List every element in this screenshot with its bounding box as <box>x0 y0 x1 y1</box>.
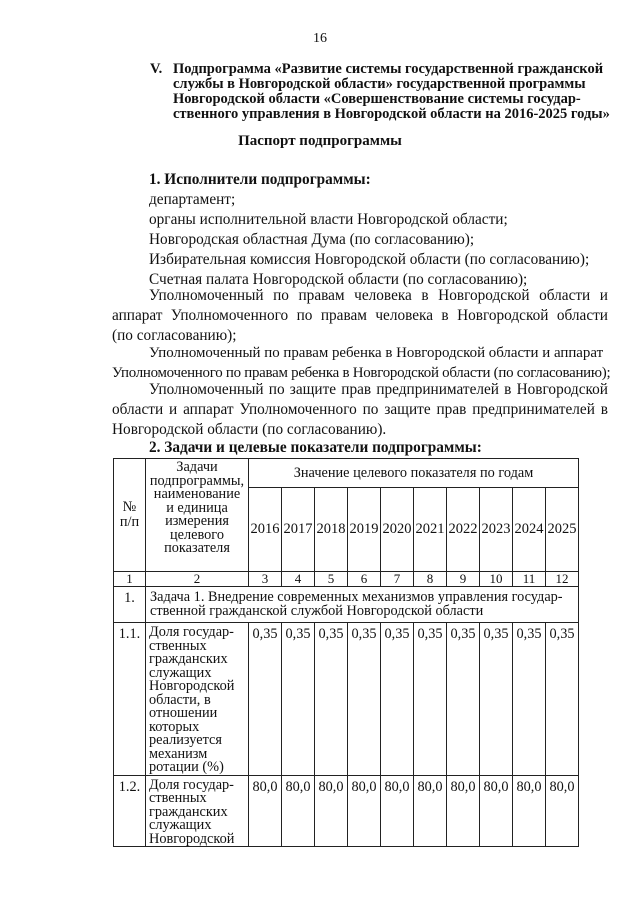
header-name-line: и единица <box>166 499 228 516</box>
column-index: 1 <box>114 572 146 587</box>
header-number-cell <box>114 459 146 572</box>
task-number: 1. <box>114 587 146 623</box>
section-1 <box>112 170 608 290</box>
task-line: Задача 1. Внедрение современных механизмов управления государ- <box>150 589 563 605</box>
value-cell: 0,35 <box>315 623 348 776</box>
indicator-name-line: ственных <box>149 790 207 806</box>
page-number: 16 <box>313 31 327 46</box>
subprogram-heading <box>150 62 610 122</box>
header-year: 2017 <box>282 488 315 572</box>
indicator-name-line: Доля государ- <box>149 624 234 640</box>
indicator-name-line: Новгородской <box>149 830 235 847</box>
indicator-name-line: служащих <box>149 817 212 833</box>
indicator-name-line: механизм <box>149 745 208 762</box>
executor-item: департамент; <box>149 191 236 208</box>
indicator-name-line: ственных <box>149 637 207 654</box>
value-cell: 0,35 <box>546 623 579 776</box>
header-name-line: подпрограммы, <box>149 472 245 489</box>
paragraph-line: области и аппарат Уполномоченного по защите прав предпринимателей в <box>112 401 608 418</box>
indicator-name-line: реализуется <box>149 732 222 748</box>
header-num-line: № <box>122 499 137 515</box>
column-index: 6 <box>348 572 381 587</box>
heading-line: Новгородской области «Совершенствование системы государ- <box>173 91 581 107</box>
indicator-name-line: области, в <box>149 691 211 708</box>
header-name-line: измерения <box>165 513 229 529</box>
value-cell: 0,35 <box>348 623 381 776</box>
value-cell: 0,35 <box>249 623 282 776</box>
value-cell: 80,0 <box>249 775 282 847</box>
header-year: 2024 <box>513 488 546 572</box>
value-cell: 80,0 <box>282 775 315 847</box>
executor-paragraph-3 <box>112 380 608 440</box>
column-index: 8 <box>414 572 447 587</box>
row-number: 1.2. <box>114 775 146 847</box>
indicator-name-line: ротации (%) <box>149 759 224 775</box>
value-cell: 0,35 <box>381 623 414 776</box>
column-index: 7 <box>381 572 414 587</box>
target-indicators-table <box>113 458 579 847</box>
value-cell: 80,0 <box>513 775 546 847</box>
executor-paragraph-1 <box>112 286 608 346</box>
column-index: 11 <box>513 572 546 587</box>
heading-line: службы в Новгородской области» государственной программы <box>173 76 586 92</box>
value-cell: 80,0 <box>381 775 414 847</box>
row-number: 1.1. <box>114 623 146 776</box>
paragraph-line: (по согласованию); <box>112 327 237 344</box>
value-cell: 0,35 <box>513 623 546 776</box>
value-cell: 80,0 <box>348 775 381 847</box>
header-name-line: наименование <box>153 486 241 502</box>
section-2 <box>112 438 608 458</box>
value-cell: 80,0 <box>546 775 579 847</box>
indicator-name <box>146 623 249 776</box>
paragraph-line: Уполномоченный по защите прав предпринимателей в Новгородской <box>149 381 608 398</box>
indicator-name-line: Новгородской <box>149 678 235 694</box>
indicator-name-line: Доля государ- <box>149 776 234 793</box>
executor-item: Избирательная комиссия Новгородской области (по согласованию); <box>149 251 590 268</box>
column-index: 2 <box>146 572 249 587</box>
column-index: 12 <box>546 572 579 587</box>
value-cell: 80,0 <box>414 775 447 847</box>
paragraph-line: Уполномоченный по правам ребенка в Новгородской области и аппарат <box>149 345 604 361</box>
indicator-name-line: отношении <box>149 705 218 721</box>
header-num-line: п/п <box>119 514 140 530</box>
indicator-name-line: гражданских <box>149 803 228 820</box>
executor-item: Счетная палата Новгородской области (по согласованию); <box>149 271 528 288</box>
section-1-title: 1. Исполнители подпрограммы: <box>149 171 371 188</box>
heading-line: ственного управления в Новгородской области на 2016-2025 годы» <box>173 106 610 122</box>
heading-line: Подпрограмма «Развитие системы государственной гражданской <box>173 61 604 77</box>
heading-roman-numeral: V. <box>150 61 163 77</box>
header-year: 2022 <box>447 488 480 572</box>
paragraph-line: Новгородской области (по согласованию). <box>112 421 387 438</box>
indicator-name-line: гражданских <box>149 651 228 667</box>
header-year: 2023 <box>480 488 513 572</box>
section-2-title: 2. Задачи и целевые показатели подпрограммы: <box>149 439 482 456</box>
paragraph-line: Уполномоченный по правам человека в Новгородской области и <box>149 287 608 304</box>
header-name-line: целевого <box>170 526 224 543</box>
header-year: 2021 <box>414 488 447 572</box>
value-cell: 0,35 <box>282 623 315 776</box>
value-cell: 80,0 <box>447 775 480 847</box>
column-index: 3 <box>249 572 282 587</box>
header-year: 2016 <box>249 488 282 572</box>
paragraph-line: аппарат Уполномоченного по правам человека в Новгородской области <box>112 307 608 324</box>
executor-item: органы исполнительной власти Новгородской области; <box>149 211 508 228</box>
header-year: 2019 <box>348 488 381 572</box>
table-row <box>114 623 579 776</box>
header-name-cell <box>146 459 249 572</box>
paragraph-line: Уполномоченного по правам ребенка в Новгородской области (по согласованию); <box>112 365 611 381</box>
header-year: 2018 <box>315 488 348 572</box>
header-name-line: показателя <box>164 540 230 556</box>
task-line: ственной гражданской службой Новгородской области <box>150 603 484 619</box>
value-cell: 80,0 <box>315 775 348 847</box>
header-year: 2025 <box>546 488 579 572</box>
value-cell: 80,0 <box>480 775 513 847</box>
value-cell: 0,35 <box>480 623 513 776</box>
table-row <box>114 775 579 847</box>
executor-item: Новгородская областная Дума (по согласованию); <box>149 231 475 248</box>
indicator-name-line: служащих <box>149 664 212 681</box>
column-index: 5 <box>315 572 348 587</box>
column-index: 4 <box>282 572 315 587</box>
value-cell: 0,35 <box>447 623 480 776</box>
indicator-name-line: которых <box>149 718 200 735</box>
indicator-name <box>146 775 249 847</box>
task-description <box>146 587 579 623</box>
executor-paragraph-2 <box>112 343 611 383</box>
column-index: 10 <box>480 572 513 587</box>
passport-title: Паспорт подпрограммы <box>238 133 402 149</box>
column-index: 9 <box>447 572 480 587</box>
header-years-span: Значение целевого показателя по годам <box>249 459 579 488</box>
header-name-line: Задачи <box>176 459 218 475</box>
header-year: 2020 <box>381 488 414 572</box>
value-cell: 0,35 <box>414 623 447 776</box>
